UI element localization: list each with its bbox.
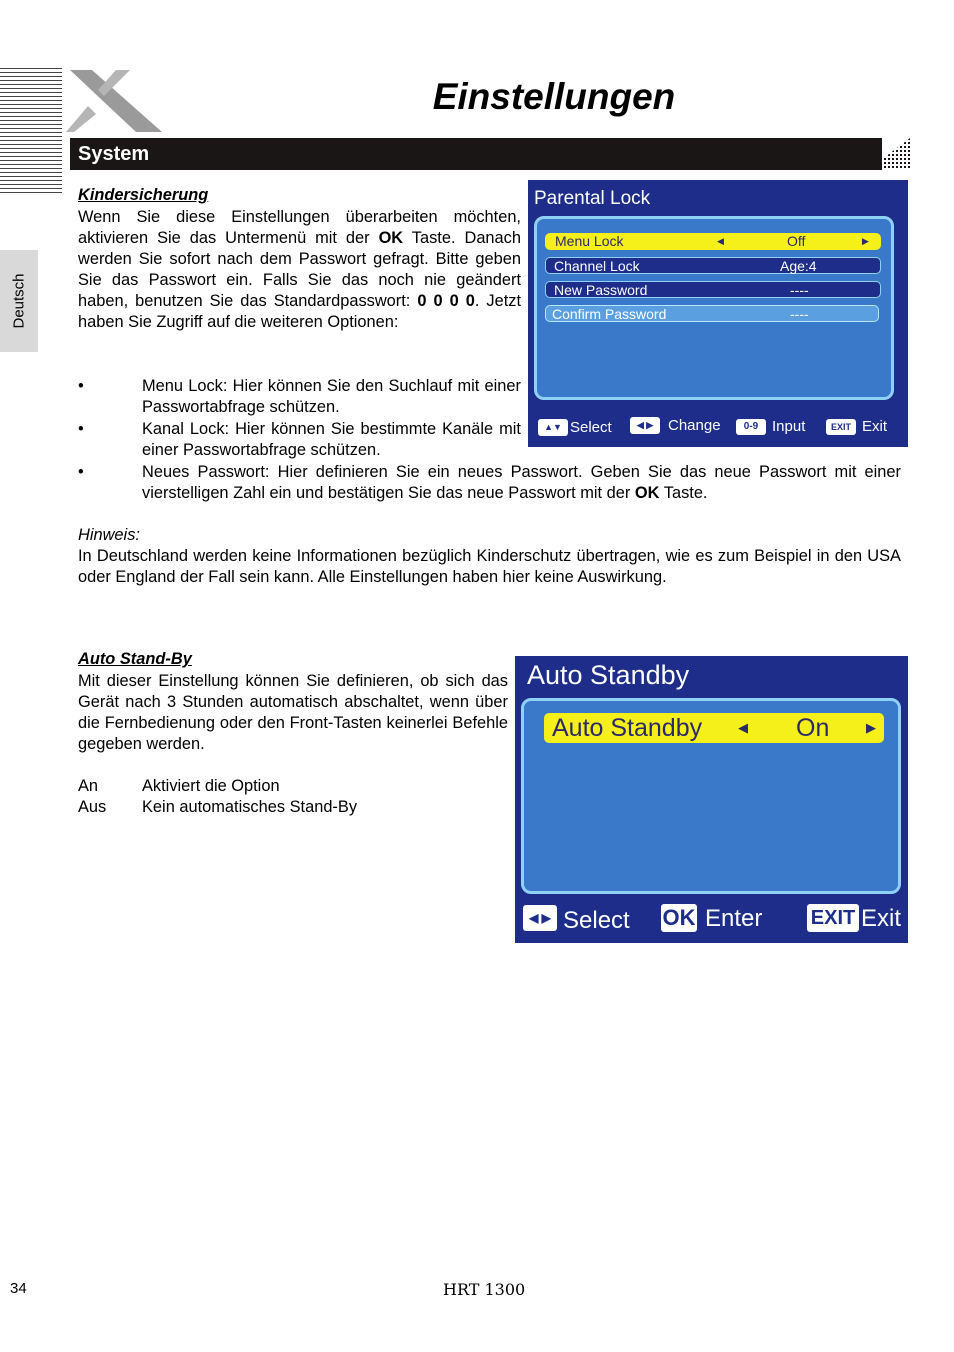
bullet-dot: •: [78, 463, 84, 481]
language-tab: [0, 250, 38, 352]
auto-standby-screen: [515, 656, 908, 943]
bullet-text: [142, 462, 901, 504]
default-password: 0 0 0 0: [417, 292, 475, 310]
bullet-menu-lock: [78, 376, 521, 418]
page-number: 34: [10, 1280, 27, 1297]
row-value: Age:4: [780, 258, 817, 274]
kindersicherung-paragraph: [78, 207, 521, 333]
up-down-key-icon: ▲▼: [538, 419, 568, 436]
row-label: Auto Standby: [552, 714, 703, 742]
model-name: HRT 1300: [443, 1280, 526, 1299]
ok-key-text: OK: [378, 229, 404, 247]
footer-input: Input: [772, 418, 806, 435]
hinweis-label: Hinweis:: [78, 526, 140, 544]
row-label: Channel Lock: [554, 258, 640, 274]
row-value: ----: [790, 282, 809, 298]
kindersicherung-heading: Kindersicherung: [78, 186, 209, 204]
digit-key: 0-9: [736, 419, 766, 435]
left-right-key-icon: ◀ ▶: [523, 905, 557, 931]
standby-paragraph: Mit dieser Einstellung können Sie definieren, ob sich das Gerät nach 3 Stunden automatisch abschaltet, wenn über die Fernbedienung oder den Front-Tasten keinerlei Befehle gegeben werden.: [78, 672, 508, 753]
arrow-right-icon: ▶: [866, 720, 876, 735]
osd-footer: [515, 895, 908, 943]
auto-standby-row[interactable]: [544, 713, 884, 743]
bullet-dot: •: [78, 377, 84, 395]
text-span: Neues Passwort: Hier definieren Sie ein neues Passwort. Geben Sie das neue Passwort mit einer vierstelligen Zahl ein und bestätigen Sie das neue Passwort mit der: [142, 463, 901, 502]
bullet-text: Kanal Lock: Hier können Sie bestimmte Kanäle mit einer Passwortabfrage schützen.: [142, 420, 521, 459]
exit-key: EXIT: [826, 419, 856, 435]
row-value: ----: [790, 306, 809, 322]
text-span: Taste.: [659, 484, 708, 502]
section-bar: [70, 138, 882, 170]
osd-menu-panel: [534, 216, 894, 400]
row-label: Menu Lock: [555, 233, 624, 249]
exit-key: EXIT: [807, 904, 859, 932]
osd-title: Auto Standby: [527, 660, 690, 690]
decorative-dots-icon: [868, 138, 910, 170]
bullet-dot: •: [78, 420, 84, 438]
option-an-label: An: [78, 777, 99, 795]
row-label: Confirm Password: [552, 306, 667, 322]
osd-footer: [528, 407, 908, 447]
channel-lock-row[interactable]: [545, 257, 881, 274]
footer-select: Select: [563, 907, 630, 934]
row-value: Off: [787, 233, 806, 249]
text-span: . Jetzt haben Sie Zugriff auf die weiteren Optionen:: [78, 292, 521, 331]
page-title: Einstellungen: [432, 76, 676, 117]
left-right-key-icon: ◀ ▶: [630, 417, 660, 434]
footer-enter: Enter: [705, 905, 763, 932]
arrow-right-icon: ▶: [862, 236, 869, 246]
footer-exit: Exit: [861, 905, 902, 932]
arrow-left-icon: ◀: [717, 236, 724, 246]
footer-change: Change: [668, 417, 721, 434]
new-password-row[interactable]: [545, 281, 881, 298]
menu-lock-row[interactable]: [545, 233, 881, 250]
bullet-neues-passwort: [78, 462, 901, 504]
row-label: New Password: [554, 282, 648, 298]
parental-lock-screen: [528, 180, 908, 447]
confirm-password-row[interactable]: [545, 305, 879, 322]
text-span: Wenn Sie diese Einstellungen überarbeiten möchten, aktivieren Sie das Untermenü mit der: [78, 208, 521, 247]
hinweis-text: In Deutschland werden keine Informationen bezüglich Kinderschutz übertragen, wie es zum Beispiel in den USA oder England der Fall sein kann. Alle Einstellungen haben hier keine Auswirkung.: [78, 547, 901, 586]
section-title: System: [78, 143, 150, 165]
option-an-text: Aktiviert die Option: [142, 777, 280, 795]
ok-key: OK: [662, 905, 696, 930]
ok-key-text: OK: [634, 484, 660, 502]
footer-exit: Exit: [862, 418, 888, 435]
option-aus-label: Aus: [78, 798, 107, 816]
option-aus-text: Kein automatisches Stand-By: [142, 798, 358, 816]
bullet-kanal-lock: [78, 419, 521, 461]
language-tab-label: Deutsch: [10, 273, 28, 329]
osd-title: Parental Lock: [534, 188, 651, 209]
row-value: On: [796, 714, 830, 742]
footer-select: Select: [570, 419, 612, 436]
standby-heading: Auto Stand-By: [78, 650, 192, 668]
osd-menu-panel: [521, 698, 901, 894]
bullet-text: Menu Lock: Hier können Sie den Suchlauf mit einer Passwortabfrage schützen.: [142, 377, 521, 416]
text-span: Taste. Danach werden Sie sofort nach dem Passwort gefragt. Bitte geben Sie das Passwort ein. Falls Sie das noch nie geändert haben, benutzen Sie das Standardpasswort:: [78, 229, 521, 310]
arrow-left-icon: ◀: [738, 720, 748, 735]
